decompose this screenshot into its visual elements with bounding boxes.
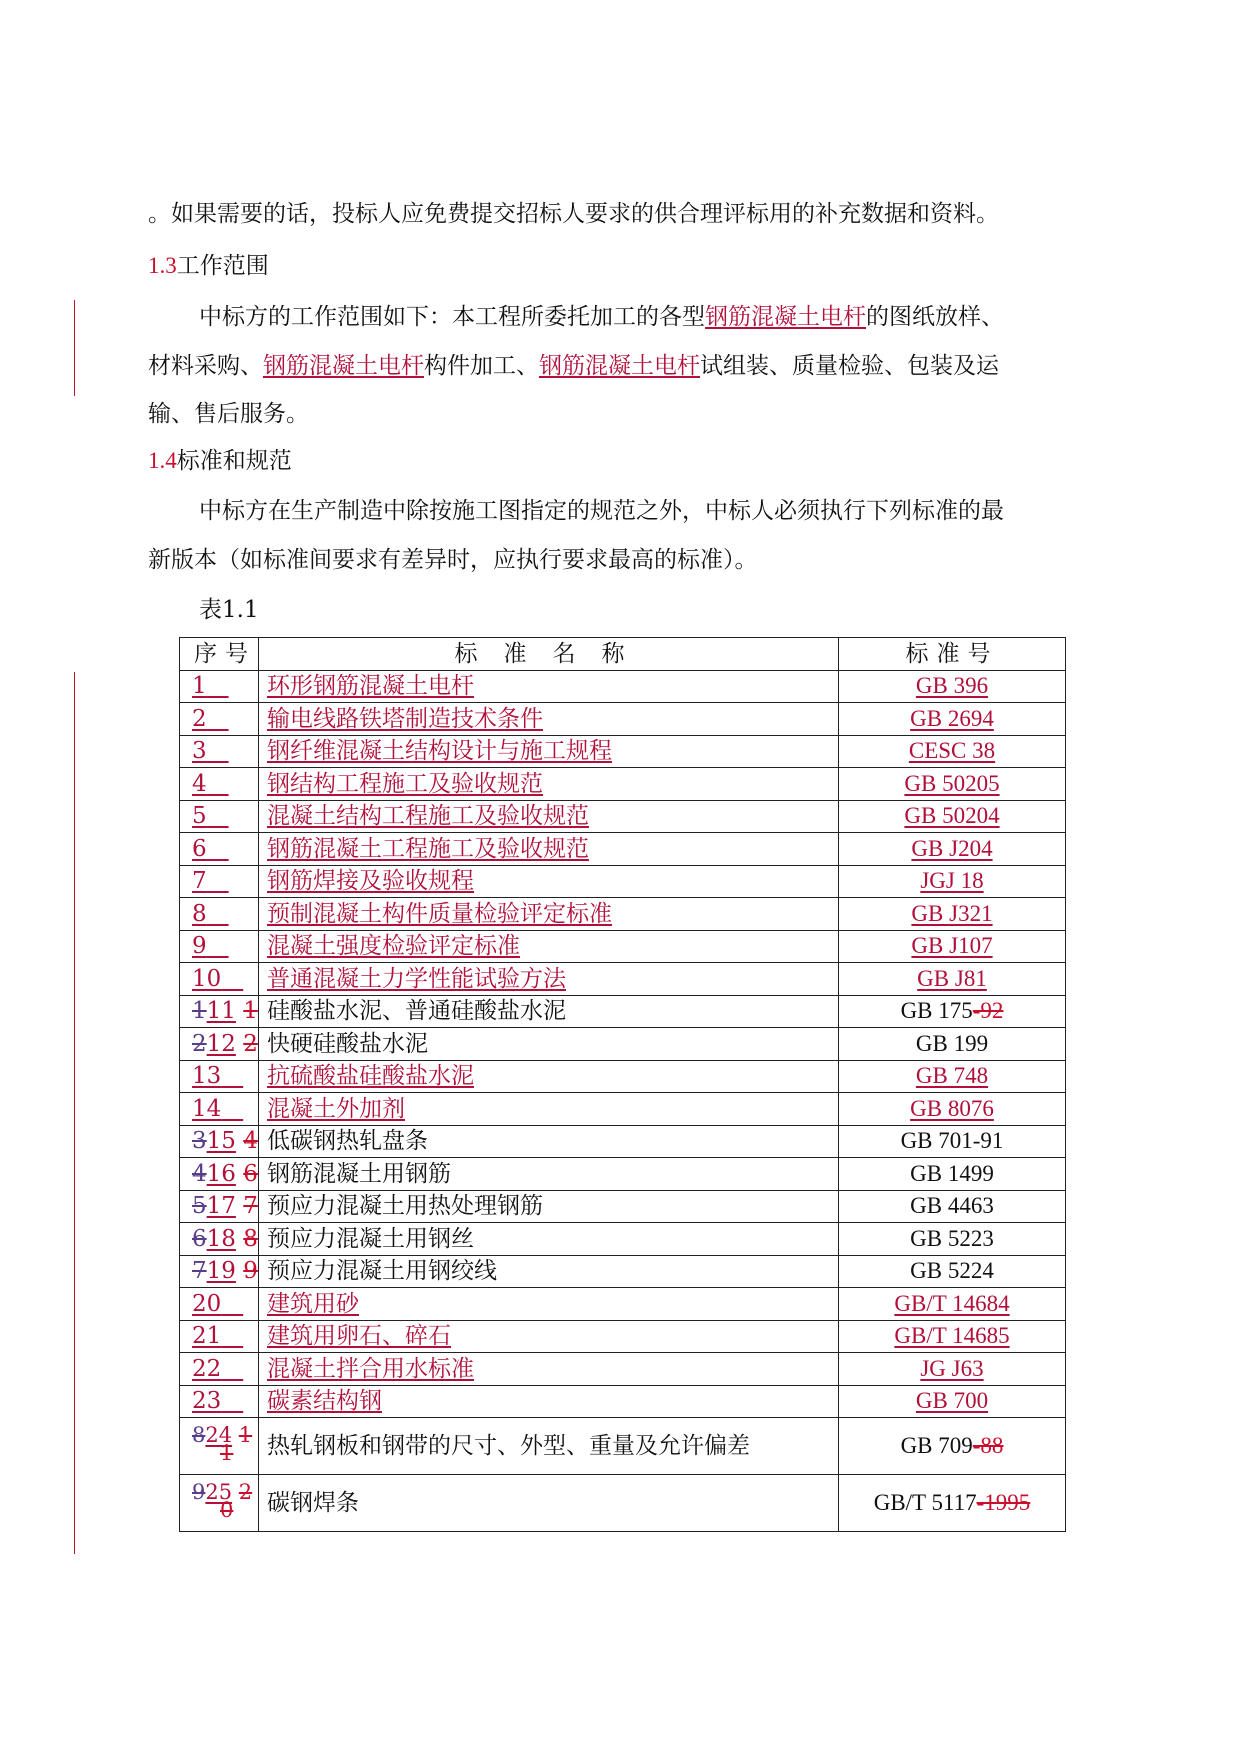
table-row	[180, 1093, 1066, 1126]
deleted-suffix: -88	[972, 1433, 1004, 1458]
table-row	[180, 1475, 1066, 1532]
row-number	[180, 995, 259, 1028]
row-number	[180, 1353, 259, 1386]
section-title: 工作范围	[176, 253, 269, 279]
standard-name: 钢结构工程施工及验收规范	[259, 768, 839, 801]
inserted-number: 8	[192, 900, 207, 927]
standard-name: 混凝土拌合用水标准	[259, 1353, 839, 1386]
standard-code: GB/T 14684	[839, 1288, 1066, 1321]
deleted-number: 6	[243, 1160, 258, 1187]
section-heading-1-4	[148, 446, 292, 476]
inserted-number: 10	[192, 965, 222, 992]
standard-name: 硅酸盐水泥、普通硅酸盐水泥	[259, 995, 839, 1028]
inserted-number: 7	[192, 868, 207, 895]
standard-name: 环形钢筋混凝土电杆	[259, 670, 839, 703]
deleted-number: 5	[192, 1193, 207, 1220]
standard-name: 预应力混凝土用热处理钢筋	[259, 1190, 839, 1223]
row-number	[180, 1255, 259, 1288]
row-number	[180, 1190, 259, 1223]
standard-name: 预制混凝土构件质量检验评定标准	[259, 898, 839, 931]
inserted-number: 19	[206, 1258, 236, 1285]
standard-name: 建筑用砂	[259, 1288, 839, 1321]
standard-code: GB 8076	[839, 1093, 1066, 1126]
inserted-number: 1	[192, 673, 207, 700]
row-number	[180, 963, 259, 996]
standard-code: GB J321	[839, 898, 1066, 931]
standard-code: GB 5223	[839, 1223, 1066, 1256]
table-row	[180, 833, 1066, 866]
paragraph-continuation: 。如果需要的话，投标人应免费提交招标人要求的供合理评标用的补充数据和资料。	[148, 201, 999, 227]
deleted-number: 7	[243, 1193, 258, 1220]
deleted-number: 7	[192, 1258, 207, 1285]
inserted-term: 钢筋混凝土电杆	[263, 353, 424, 379]
table-row	[180, 768, 1066, 801]
standard-name: 混凝土外加剂	[259, 1093, 839, 1126]
revision-bar	[74, 672, 75, 1554]
table-row	[180, 898, 1066, 931]
standard-code: GB 701-91	[839, 1125, 1066, 1158]
standard-name: 预应力混凝土用钢绞线	[259, 1255, 839, 1288]
row-number	[180, 1060, 259, 1093]
standard-code: GB 709-88	[839, 1418, 1066, 1475]
row-number	[180, 800, 259, 833]
inserted-number: 6	[192, 835, 207, 862]
row-number	[180, 703, 259, 736]
inserted-number: 21	[192, 1323, 222, 1350]
inserted-number: 20	[192, 1290, 222, 1317]
standard-code: JG J63	[839, 1353, 1066, 1386]
inserted-number: 24	[205, 1422, 233, 1447]
table-row	[180, 1125, 1066, 1158]
section-number: 1.3	[148, 253, 177, 278]
standard-name: 碳素结构钢	[259, 1385, 839, 1418]
table-row	[180, 800, 1066, 833]
standard-code: GB J107	[839, 930, 1066, 963]
row-number	[180, 1158, 259, 1191]
row-number	[180, 898, 259, 931]
standard-code: GB 4463	[839, 1190, 1066, 1223]
table-row	[180, 1223, 1066, 1256]
deleted-suffix: -92	[972, 998, 1004, 1024]
deleted-number: 6	[192, 1225, 207, 1252]
standard-code: GB/T 14685	[839, 1320, 1066, 1353]
deleted-number: 2	[238, 1479, 253, 1504]
header-name: 标准名称	[259, 638, 839, 671]
deleted-number: 1	[192, 998, 207, 1025]
deleted-number: 1	[220, 1440, 234, 1465]
inserted-number: 3	[192, 738, 207, 765]
inserted-number: 13	[192, 1063, 222, 1090]
inserted-number: 22	[192, 1355, 222, 1382]
deleted-number: 4	[243, 1128, 258, 1155]
standard-code: GB 2694	[839, 703, 1066, 736]
row-number	[180, 1385, 259, 1418]
standard-name: 热轧钢板和钢带的尺寸、外型、重量及允许偏差	[259, 1418, 839, 1475]
row-number	[180, 1475, 259, 1532]
scope-line-1: 中标方的工作范围如下：本工程所委托加工的各型钢筋混凝土电杆的图纸放样、	[199, 304, 1004, 330]
standard-code: CESC 38	[839, 735, 1066, 768]
standard-code: JGJ 18	[839, 865, 1066, 898]
inserted-number: 5	[192, 803, 207, 830]
row-number	[180, 865, 259, 898]
row-number	[180, 1125, 259, 1158]
deleted-number: 0	[220, 1497, 234, 1522]
deleted-number: 8	[243, 1225, 258, 1252]
standard-name: 抗硫酸盐硅酸盐水泥	[259, 1060, 839, 1093]
standard-name: 钢纤维混凝土结构设计与施工规程	[259, 735, 839, 768]
inserted-number: 2	[192, 705, 207, 732]
table-row	[180, 1288, 1066, 1321]
inserted-term: 钢筋混凝土电杆	[705, 304, 866, 330]
table-row	[180, 1353, 1066, 1386]
standard-code: GB 748	[839, 1060, 1066, 1093]
table-row	[180, 703, 1066, 736]
inserted-number: 9	[192, 933, 207, 960]
deleted-number: 3	[192, 1128, 207, 1155]
deleted-number: 4	[192, 1160, 207, 1187]
deleted-number: 9	[192, 1479, 206, 1504]
standard-name: 建筑用卵石、碎石	[259, 1320, 839, 1353]
row-number	[180, 833, 259, 866]
row-number	[180, 670, 259, 703]
header-code: 标准号	[839, 638, 1066, 671]
standards-table	[179, 637, 1066, 1532]
standard-code: GB 50204	[839, 800, 1066, 833]
standard-name: 钢筋混凝土工程施工及验收规范	[259, 833, 839, 866]
row-number	[180, 1418, 259, 1475]
section-number: 1.4	[148, 448, 177, 473]
standard-name: 混凝土结构工程施工及验收规范	[259, 800, 839, 833]
standards-intro-line-1: 中标方在生产制造中除按施工图指定的规范之外，中标人必须执行下列标准的最	[199, 498, 1004, 524]
deleted-suffix: -1995	[976, 1490, 1031, 1515]
table-row	[180, 1418, 1066, 1475]
inserted-number: 11	[206, 998, 236, 1025]
row-number	[180, 735, 259, 768]
table-row	[180, 1385, 1066, 1418]
standards-intro-line-2: 新版本（如标准间要求有差异时，应执行要求最高的标准）。	[148, 547, 758, 573]
header-no: 序号	[180, 638, 259, 671]
inserted-number: 14	[192, 1095, 222, 1122]
row-number	[180, 1093, 259, 1126]
table-row	[180, 1255, 1066, 1288]
deleted-number: 1	[243, 998, 258, 1025]
standard-code: GB J204	[839, 833, 1066, 866]
table-row	[180, 930, 1066, 963]
standard-name: 混凝土强度检验评定标准	[259, 930, 839, 963]
standard-name: 碳钢焊条	[259, 1475, 839, 1532]
standard-name: 钢筋焊接及验收规程	[259, 865, 839, 898]
deleted-number: 2	[243, 1030, 258, 1057]
standard-code: GB 199	[839, 1028, 1066, 1061]
standard-code: GB 1499	[839, 1158, 1066, 1191]
table-header-row	[180, 638, 1066, 671]
standard-code: GB 700	[839, 1385, 1066, 1418]
table-row	[180, 1028, 1066, 1061]
inserted-number: 12	[206, 1030, 236, 1057]
standard-name: 快硬硅酸盐水泥	[259, 1028, 839, 1061]
row-number	[180, 1320, 259, 1353]
inserted-number: 25	[205, 1479, 233, 1504]
inserted-number: 18	[206, 1225, 236, 1252]
table-row	[180, 1190, 1066, 1223]
standard-code: GB 396	[839, 670, 1066, 703]
standard-name: 普通混凝土力学性能试验方法	[259, 963, 839, 996]
inserted-number: 15	[206, 1128, 236, 1155]
standard-code: GB/T 5117-1995	[839, 1475, 1066, 1532]
standard-name: 低碳钢热轧盘条	[259, 1125, 839, 1158]
deleted-number: 8	[192, 1422, 206, 1447]
standard-code: GB 50205	[839, 768, 1066, 801]
standard-code: GB 5224	[839, 1255, 1066, 1288]
table-row	[180, 1320, 1066, 1353]
table-row	[180, 1158, 1066, 1191]
revision-bar	[74, 300, 75, 396]
inserted-number: 23	[192, 1388, 222, 1415]
section-title: 标准和规范	[176, 448, 292, 474]
deleted-number: 1	[238, 1422, 253, 1447]
row-number	[180, 768, 259, 801]
scope-line-2: 材料采购、钢筋混凝土电杆构件加工、钢筋混凝土电杆试组装、质量检验、包装及运	[148, 353, 999, 379]
table-row	[180, 995, 1066, 1028]
row-number	[180, 1288, 259, 1321]
standard-code: GB 175-92	[839, 995, 1066, 1028]
row-number	[180, 1028, 259, 1061]
row-number	[180, 930, 259, 963]
standard-name: 钢筋混凝土用钢筋	[259, 1158, 839, 1191]
row-number	[180, 1223, 259, 1256]
deleted-number: 9	[243, 1258, 258, 1285]
inserted-number: 16	[206, 1160, 236, 1187]
inserted-number: 17	[206, 1193, 236, 1220]
table-row	[180, 670, 1066, 703]
scope-line-3: 输、售后服务。	[148, 401, 309, 427]
table-row	[180, 865, 1066, 898]
standard-code: GB J81	[839, 963, 1066, 996]
inserted-term: 钢筋混凝土电杆	[539, 353, 700, 379]
section-heading-1-3	[148, 251, 269, 281]
standard-name: 输电线路铁塔制造技术条件	[259, 703, 839, 736]
table-row	[180, 963, 1066, 996]
standard-name: 预应力混凝土用钢丝	[259, 1223, 839, 1256]
inserted-number: 4	[192, 770, 207, 797]
deleted-number: 2	[192, 1030, 207, 1057]
table-row	[180, 735, 1066, 768]
table-caption: 表1.1	[199, 597, 259, 623]
table-row	[180, 1060, 1066, 1093]
